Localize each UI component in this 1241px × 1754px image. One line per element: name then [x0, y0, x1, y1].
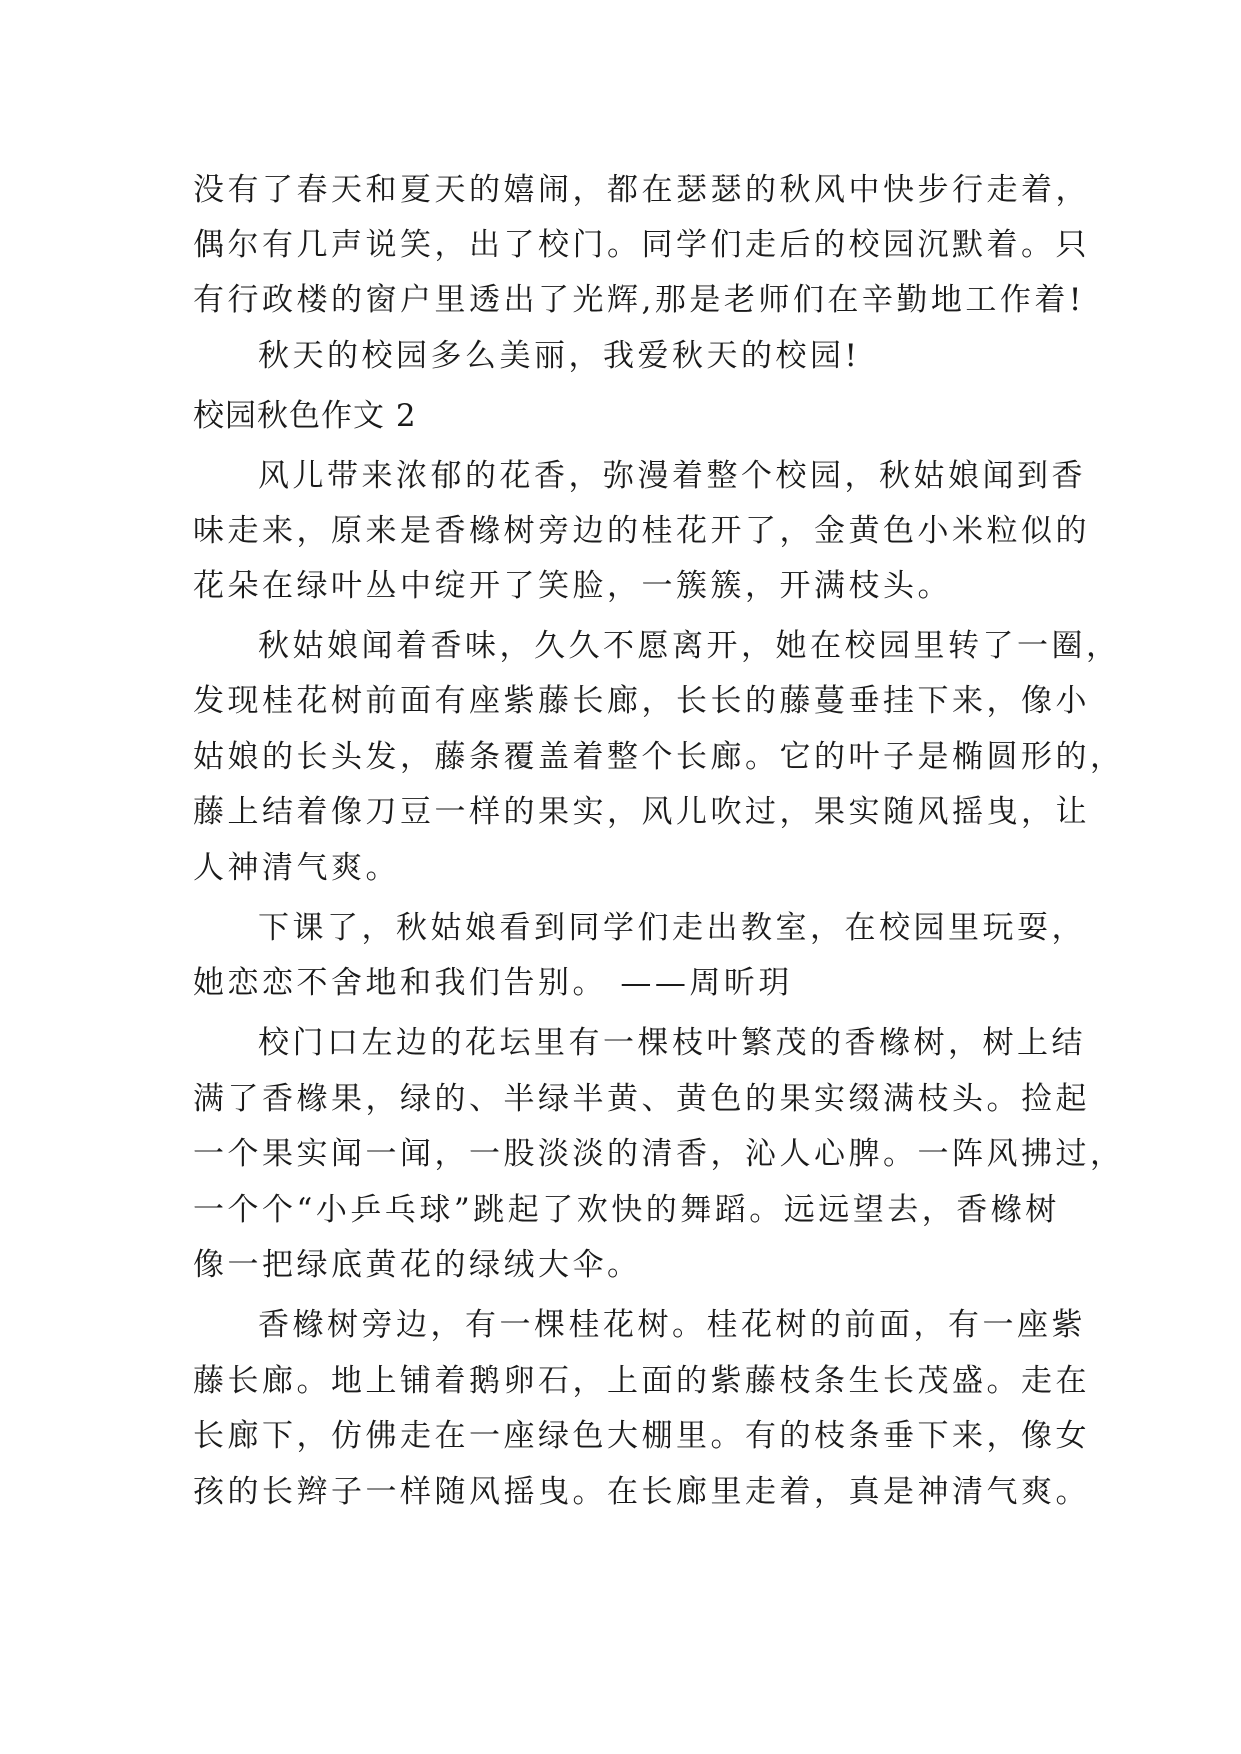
text-line: 味走来，原来是香橼树旁边的桂花开了，金黄色小米粒似的 [193, 513, 1090, 549]
text-line: 风儿带来浓郁的花香，弥漫着整个校园，秋姑娘闻到香 [258, 458, 1086, 494]
text-line: 藤长廊。地上铺着鹅卵石，上面的紫藤枝条生长茂盛。走在 [193, 1363, 1090, 1399]
text-line: 秋姑娘闻着香味，久久不愿离开，她在校园里转了一圈， [258, 628, 1121, 664]
text-line: 校门口左边的花坛里有一棵枝叶繁茂的香橼树，树上结 [258, 1025, 1086, 1061]
text-line: 香橼树旁边，有一棵桂花树。桂花树的前面，有一座紫 [258, 1307, 1086, 1343]
text-line: 一个个“小乒乓球”跳起了欢快的舞蹈。远远望去，香橼树 [193, 1192, 1060, 1228]
text-line: 满了香橼果，绿的、半绿半黄、黄色的果实缀满枝头。捡起 [193, 1081, 1090, 1117]
text-line: 她恋恋不舍地和我们告别。 ——周昕玥 [193, 965, 793, 1001]
text-line: 秋天的校园多么美丽，我爱秋天的校园! [258, 338, 861, 374]
text-line: 发现桂花树前面有座紫藤长廊，长长的藤蔓垂挂下来，像小 [193, 683, 1090, 719]
text-line: 人神清气爽。 [193, 850, 400, 886]
text-line: 长廊下，仿佛走在一座绿色大棚里。有的枝条垂下来，像女 [193, 1418, 1090, 1454]
section-heading: 校园秋色作文 2 [193, 398, 417, 434]
text-line: 有行政楼的窗户里透出了光辉,那是老师们在辛勤地工作着! [193, 282, 1085, 318]
text-line: 偶尔有几声说笑，出了校门。同学们走后的校园沉默着。只 [193, 227, 1090, 263]
text-line: 下课了，秋姑娘看到同学们走出教室，在校园里玩耍， [258, 910, 1086, 946]
text-line: 一个果实闻一闻，一股淡淡的清香，沁人心脾。一阵风拂过， [193, 1136, 1125, 1172]
text-line: 像一把绿底黄花的绿绒大伞。 [193, 1247, 642, 1283]
text-line: 孩的长辫子一样随风摇曳。在长廊里走着，真是神清气爽。 [193, 1474, 1090, 1510]
text-line: 姑娘的长头发，藤条覆盖着整个长廊。它的叶子是椭圆形的， [193, 739, 1125, 775]
text-line: 花朵在绿叶丛中绽开了笑脸，一簇簇，开满枝头。 [193, 568, 952, 604]
text-line: 没有了春天和夏天的嬉闹，都在瑟瑟的秋风中快步行走着， [193, 172, 1090, 208]
text-line: 藤上结着像刀豆一样的果实，风儿吹过，果实随风摇曳，让 [193, 794, 1090, 830]
